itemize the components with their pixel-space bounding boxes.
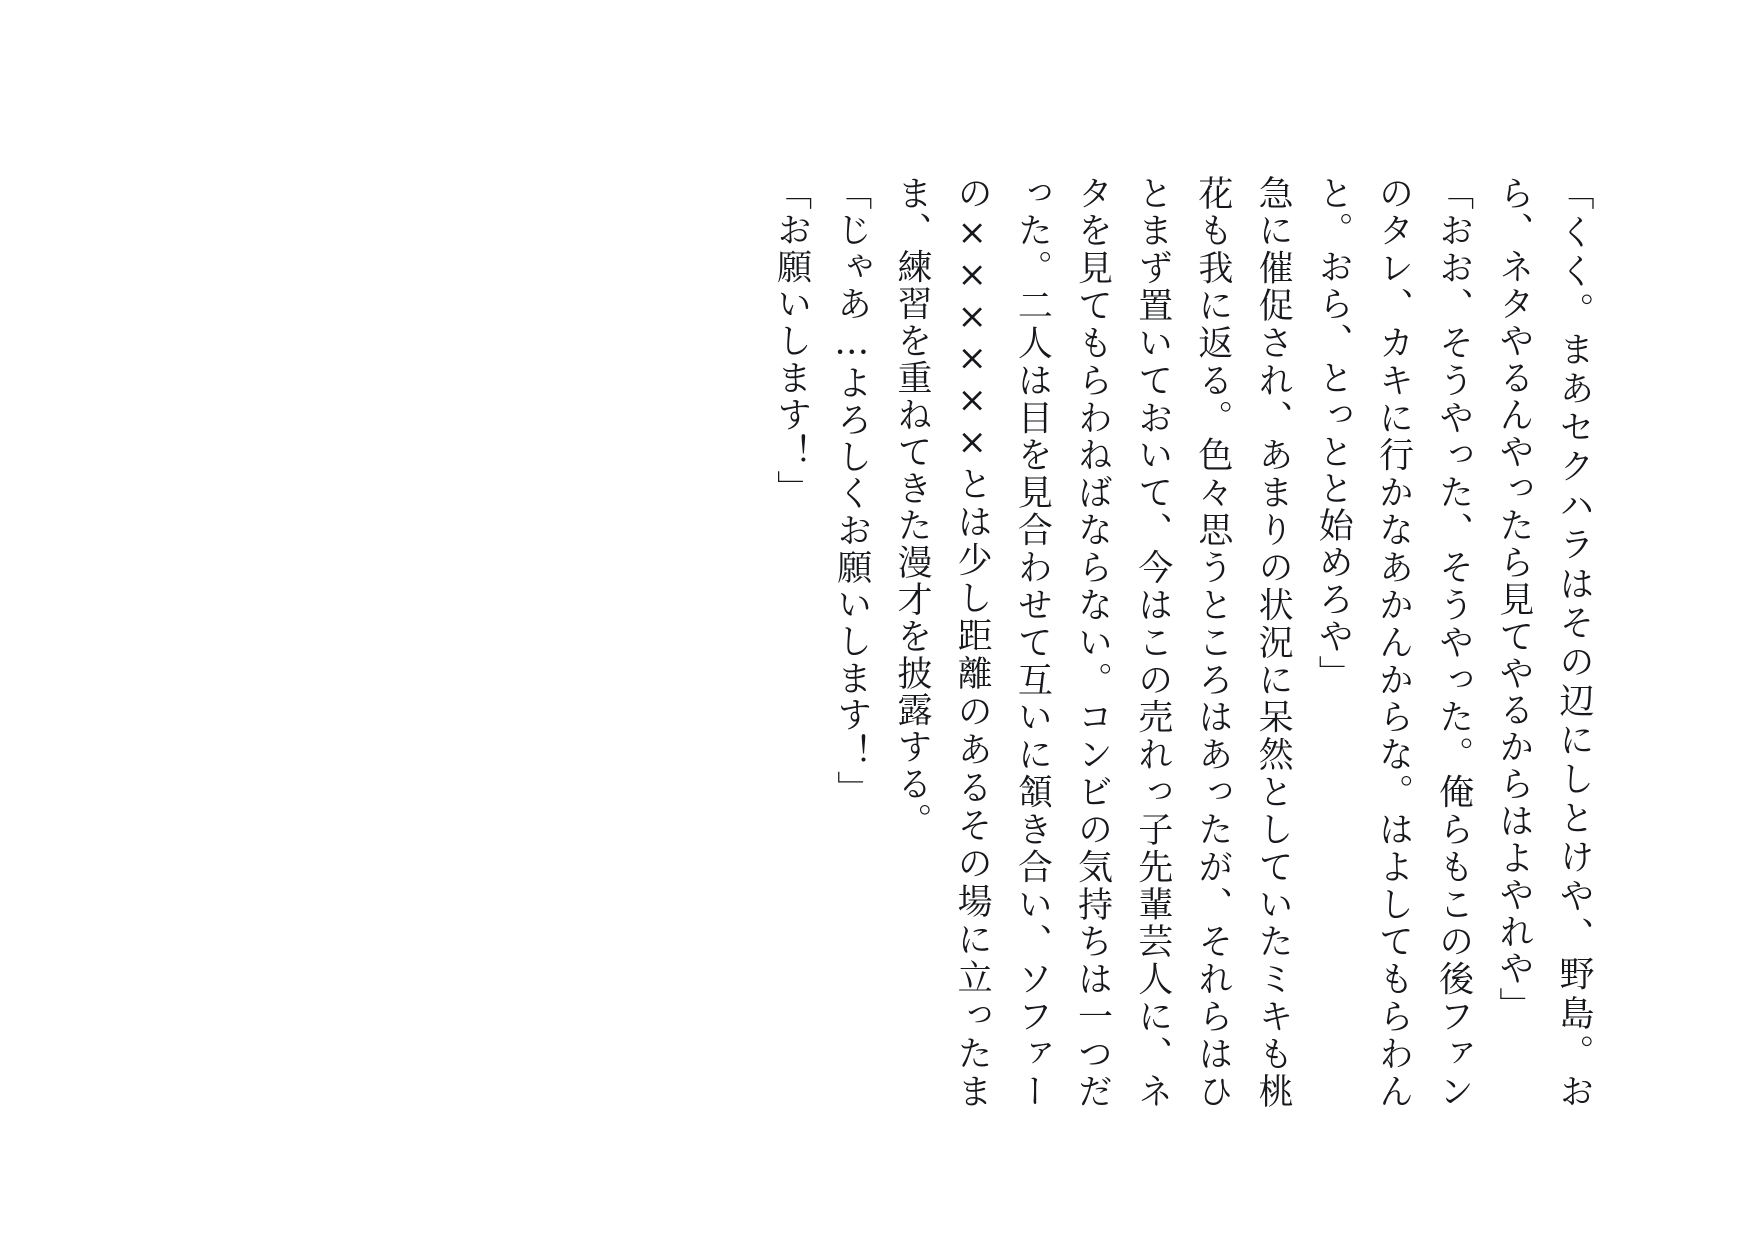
paragraph-1: 「くく。まあセクハラはその辺にしとけや、野島。おら、ネタやるんやったら見てやるからはよやれや」 [1493,175,1594,1110]
paragraph-4: 「じゃあ…よろしくお願いします！」 [831,175,872,808]
paragraph-3: 急に催促され、あまりの状況に呆然としていたミキも桃花も我に返る。色々思うところはあったが、それらはひとまず置いておいて、今はこの売れっ子先輩芸人に、ネタを見てもらわねばならない。コンビの気持ちは一つだった。二人は目を見合わせて互いに頷き合い、ソファーの××××××とは少し距離のあるその場に立ったまま、練習を重ねてきた漫才を披露する。 [891,175,1294,1110]
paragraph-2: 「おお、そうやった、そうやった。俺らもこの後ファンのタレ、カキに行かなあかんからな。はよしてもらわんと。おら、とっとと始めろや」 [1313,175,1474,1110]
vertical-text-body [304,175,1604,1110]
paragraph-5: 「お願いします！」 [771,175,812,508]
